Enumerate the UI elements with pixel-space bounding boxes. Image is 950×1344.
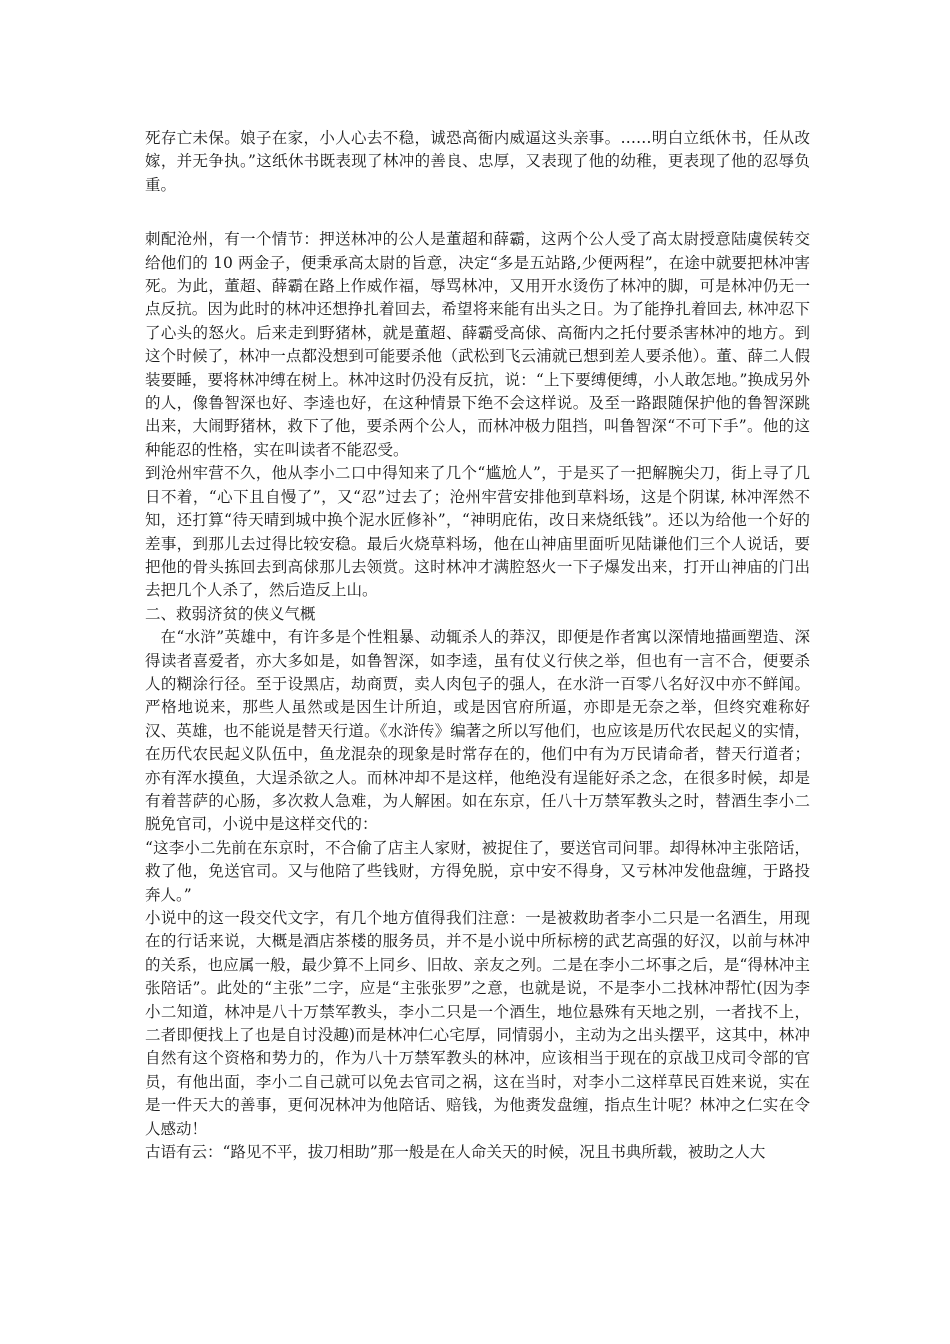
- paragraph-chivalry: 在“水浒”英雄中，有许多是个性粗暴、动辄杀人的莽汉，即便是作者寓以深情地描画塑造、深得读者喜爱者，亦大多如是，如鲁智深，如李逵，虽有仗义行侠之举，但也有一言不合，便要杀人的糊涂行径。至于设黑店，劫商贾，卖人肉包子的强人，在水浒一百零八名好汉中亦不鲜闻。严格地说来，那些人虽然或是因生计所迫，或是因官府所逼，亦即是无奈之举，但终究难称好汉、英雄，也不能说是替天行道。《水浒传》编著之所以写他们，也应该是历代农民起义的实情，在历代农民起义队伍中，鱼龙混杂的现象是时常存在的，他们中有为万民请命者，替天行道者；亦有浑水摸鱼，大逞杀欲之人。而林冲却不是这样，他绝没有逞能好杀之念，在很多时候，却是有着菩萨的心肠，多次救人急难，为人解困。如在东京，任八十万禁军教头之时，替酒生李小二脱免官司，小说中是这样交代的：: [145, 628, 810, 834]
- paragraph-proverb: 古语有云：“路见不平，拔刀相助”那一般是在人命关天的时候，况且书典所载，被助之人大: [145, 1143, 766, 1162]
- paragraph-divorce-letter: 死存亡未保。娘子在家，小人心去不稳，诚恐高衙内威逼这头亲事。……明白立纸休书，任从改嫁，并无争执。”这纸休书既表现了林冲的善良、忠厚，又表现了他的幼稚，更表现了他的忍辱负重。: [145, 129, 810, 194]
- paragraph-exile-cangzhou: 刺配沧州，有一个情节：押送林冲的公人是董超和薛霸，这两个公人受了高太尉授意陆虞侯转交给他们的 10 两金子，便秉承高太尉的旨意，决定“多是五站路,少便两程”，在途中就要把林冲害死。为此，董超、薛霸在路上作威作福，辱骂林冲，又用开水烫伤了林冲的脚，可是林冲仍无一点反抗。因为此时的林冲还想挣扎着回去，希望将来能有出头之日。为了能挣扎着回去, 林冲忍下了心头的怒火。后来走到野猪林，就是董超、薛霸受高俅、高衙内之托付要杀害林冲的地方。到这个时候了，林冲一点都没想到可能要杀他（武松到飞云浦就已想到差人要杀他）。董、薛二人假装要睡，要将林冲缚在树上。林冲这时仍没有反抗，说：“上下要缚便缚，小人敢怎地。”换成另外的人，像鲁智深也好、李逵也好，在这种情景下绝不会这样说。及至一路跟随保护他的鲁智深跳出来，大闹野猪林，救下了他，要杀两个公人，而林冲极力阻挡，叫鲁智深“不可下手”。他的这种能忍的性格，实在叫读者不能忍受。: [145, 230, 810, 459]
- paragraph-spacer: [145, 197, 810, 228]
- paragraph-cangzhou-camp: 到沧州牢营不久，他从李小二口中得知来了几个“尴尬人”，于是买了一把解腕尖刀，街上寻了几日不着，“心下且自慢了”，又“忍”过去了；沧州牢营安排他到草料场，这是个阴谋, 林冲浑然不知，还打算“待天晴到城中换个泥水匠修补”，“神明庇佑，改日来烧纸钱”。还以为给他一个好的差事，到那儿去过得比较安稳。最后火烧草料场，他在山神庙里面听见陆谦他们三个人说话，要把他的骨头拣回去到高俅那儿去领赏。这时林冲才满腔怒火一下子爆发出来，打开山神庙的门出去把几个人杀了，然后造反上山。: [145, 464, 810, 600]
- section-heading: 二、救弱济贫的侠义气概: [145, 604, 316, 623]
- paragraph-quotation: “这李小二先前在东京时，不合偷了店主人家财，被捉住了，要送官司问罪。却得林冲主张陪话，救了他，免送官司。又与他陪了些钱财，方得免脱，京中安不得身，又亏林冲发他盘缠，于路投奔人。”: [145, 838, 810, 904]
- paragraph-analysis: 小说中的这一段交代文字，有几个地方值得我们注意：一是被救助者李小二只是一名酒生，用现在的行话来说，大概是酒店茶楼的服务员，并不是小说中所标榜的武艺高强的好汉，以前与林冲的关系，也应属一般，最少算不上同乡、旧故、亲友之列。二是在李小二坏事之后，是“得林冲主张陪话”。此处的“主张”二字，应是“主张张罗”之意，也就是说，不是李小二找林冲帮忙(因为李小二知道，林冲是八十万禁军教头，李小二只是一个酒生，地位悬殊有天地之别，一者找不上，二者即便找上了也是自讨没趣)而是林冲仁心宅厚，同情弱小，主动为之出头摆平，这其中，林冲自然有这个资格和势力的，作为八十万禁军教头的林冲，应该相当于现在的京战卫戍司令部的官员，有他出面，李小二自己就可以免去官司之祸，这在当时，对李小二这样草民百姓来说，实在是一件天大的善事，更何况林冲为他陪话、赔钱，为他赉发盘缠，指点生计呢？林冲之仁实在令人感动！: [145, 909, 810, 1138]
- document-body: [145, 127, 810, 1164]
